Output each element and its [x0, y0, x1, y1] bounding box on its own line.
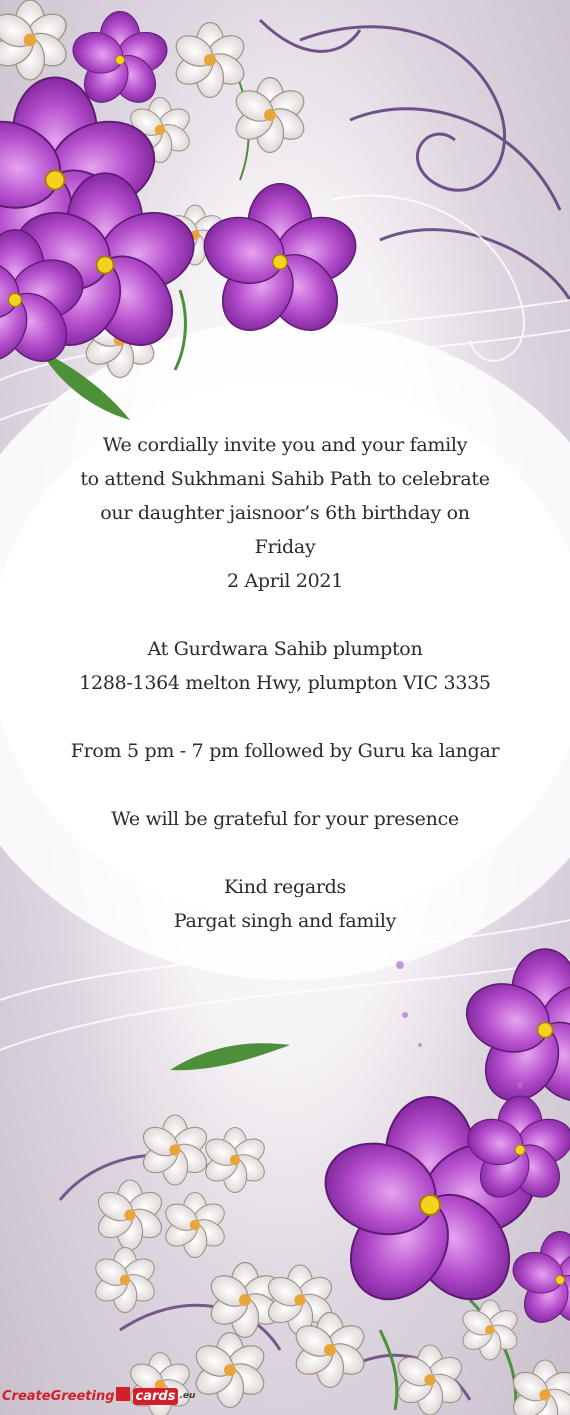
spacer — [0, 700, 570, 734]
spacer — [0, 598, 570, 632]
invite-address: 1288-1364 melton Hwy, plumpton VIC 3335 — [79, 672, 491, 694]
brand-cards: cards — [133, 1388, 179, 1405]
invite-grateful: We will be grateful for your presence — [111, 808, 459, 830]
invite-line: our daughter jaisnoor’s 6th birthday on — [100, 502, 470, 524]
brand-name: CreateGreeting — [2, 1388, 115, 1404]
invite-line: We cordially invite you and your family — [102, 434, 468, 456]
brand-suffix: .eu — [179, 1391, 196, 1401]
gift-icon — [116, 1387, 130, 1401]
invite-venue: At Gurdwara Sahib plumpton — [147, 638, 423, 660]
invite-line: to attend Sukhmani Sahib Path to celebrate — [80, 468, 490, 490]
spacer — [0, 768, 570, 802]
invite-regards: Kind regards — [224, 876, 346, 898]
invite-signature: Pargat singh and family — [173, 910, 397, 932]
invite-time: From 5 pm - 7 pm followed by Guru ka langar — [70, 740, 500, 762]
brand-watermark[interactable] — [2, 1380, 195, 1412]
invite-date: 2 April 2021 — [226, 570, 344, 592]
spacer — [0, 836, 570, 870]
invitation-text — [0, 428, 570, 938]
invite-day: Friday — [254, 536, 316, 558]
